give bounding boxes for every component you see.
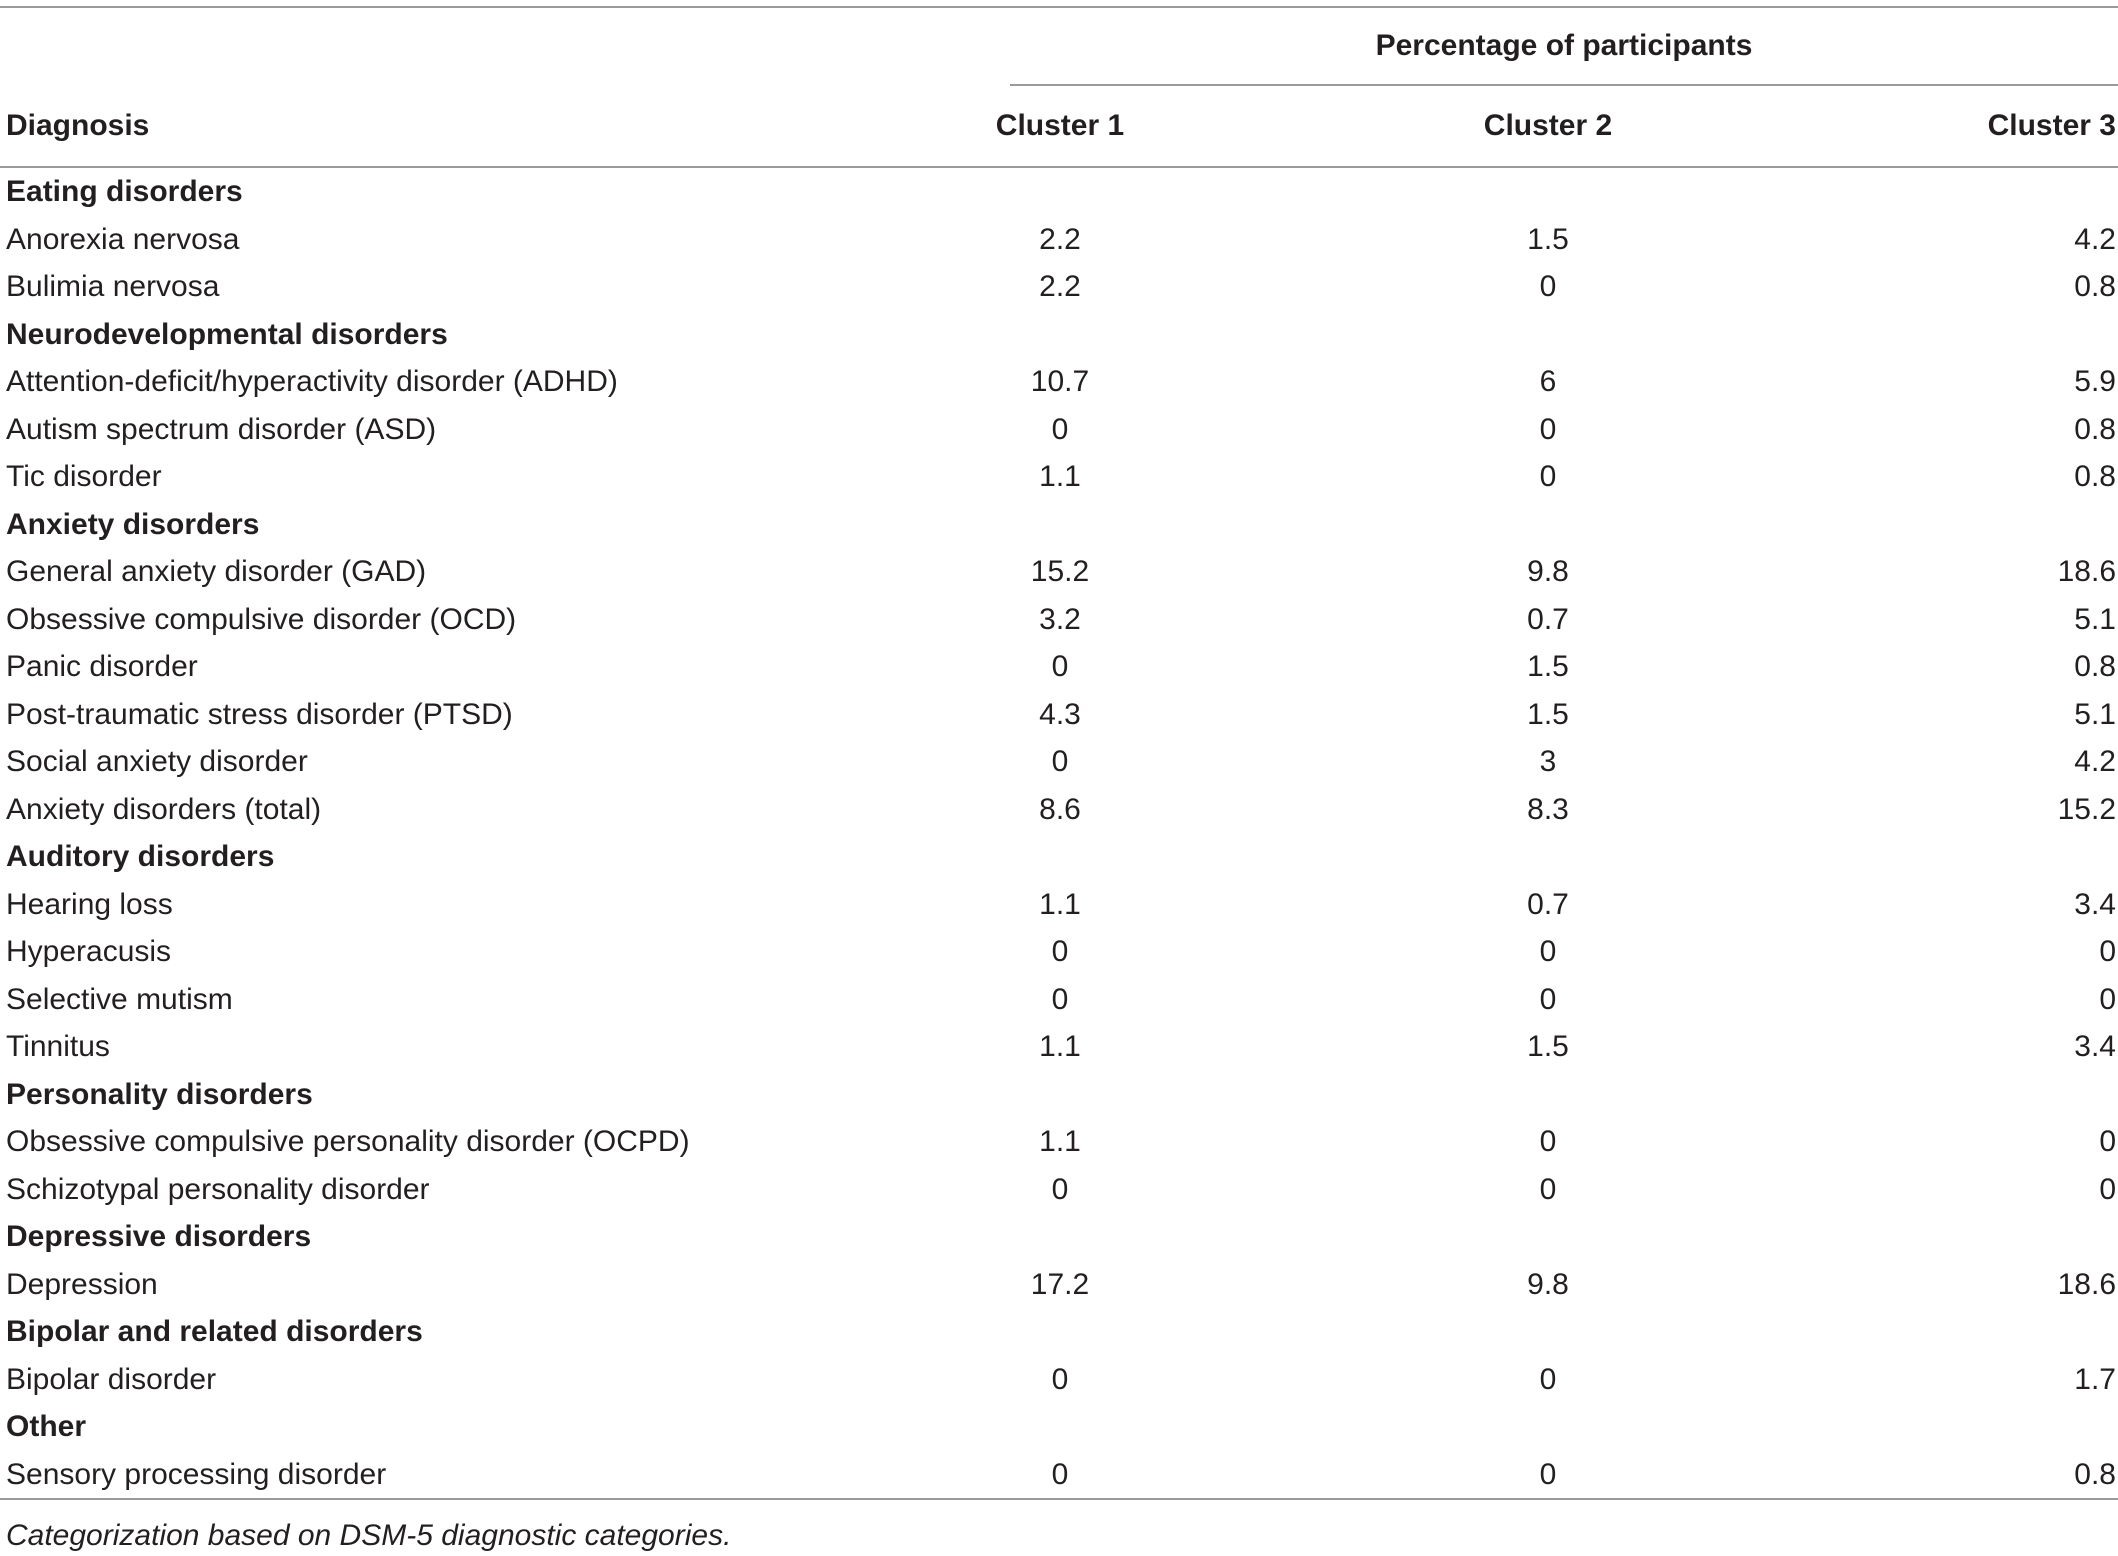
spacer-cell (1648, 453, 1918, 501)
table-row (0, 263, 2118, 311)
category-row (0, 1071, 2118, 1119)
cluster-3-value (1918, 501, 2118, 549)
cluster-1-value: 0 (1051, 745, 1069, 778)
spacer-cell (1648, 833, 1918, 881)
cluster-2-value: 1.5 (1527, 222, 1569, 256)
category-label: Depressive disorders (6, 1220, 312, 1253)
cluster-2-value (1448, 311, 1648, 359)
diagnosis-label: Schizotypal personality disorder (6, 1172, 430, 1206)
table-row (0, 1451, 2118, 1500)
table-row (0, 1166, 2118, 1214)
table-row (0, 928, 2118, 976)
cluster-2-value: 1.5 (1527, 650, 1569, 683)
table-row (0, 1118, 2118, 1166)
spacer-cell (1648, 881, 1918, 929)
spacer-cell (1160, 1403, 1448, 1451)
spacer-cell (1648, 1118, 1918, 1166)
cluster-1-value: 0 (1051, 412, 1069, 446)
spacer-cell (1160, 1213, 1448, 1261)
cluster-2-value: 0 (1539, 460, 1557, 493)
category-label: Other (6, 1410, 87, 1443)
table-row (0, 1023, 2118, 1071)
spacer-cell (1648, 1261, 1918, 1309)
diagnosis-label: Tic disorder (6, 460, 162, 493)
cluster-3-value: 5.1 (2074, 602, 2116, 636)
spacer-cell (1160, 928, 1448, 976)
cluster-1-value: 4.3 (1039, 697, 1081, 731)
cluster-3-value: 0.8 (2074, 270, 2116, 303)
cluster-3-value: 0.8 (2074, 650, 2116, 683)
spacer-cell (1160, 311, 1448, 359)
cluster-3-value: 1.7 (2074, 1362, 2116, 1396)
table-row (0, 976, 2118, 1024)
cluster-2-value: 0 (1539, 270, 1557, 303)
cluster-2-value (1448, 1308, 1648, 1356)
table-row (0, 358, 2118, 406)
category-label: Bipolar and related disorders (6, 1315, 423, 1348)
spacer-cell (1160, 738, 1448, 786)
spacer-cell (1648, 691, 1918, 739)
cluster-1-value: 0 (1051, 650, 1069, 683)
diagnosis-label: Autism spectrum disorder (ASD) (6, 412, 437, 446)
cluster-1-value: 0 (1051, 1362, 1069, 1396)
cluster-3-value: 0.8 (2074, 460, 2116, 493)
table-row (0, 738, 2118, 786)
category-row (0, 167, 2118, 216)
table-header (0, 7, 2118, 167)
cluster-2-value: 9.8 (1527, 555, 1569, 588)
category-label: Eating disorders (6, 175, 243, 208)
spacer-cell (1160, 1308, 1448, 1356)
diagnosis-label: Obsessive compulsive personality disorder (OCPD) (6, 1125, 690, 1158)
table-row (0, 216, 2118, 264)
cluster-1-value (960, 1308, 1160, 1356)
table-row (0, 548, 2118, 596)
cluster-2-value: 0 (1539, 1172, 1557, 1206)
cluster-2-value: 3 (1539, 745, 1557, 778)
table-row (0, 1261, 2118, 1309)
cluster-3-value (1918, 1403, 2118, 1451)
cluster-2-value (1448, 833, 1648, 881)
cluster-1-value (960, 1213, 1160, 1261)
cluster-2-value: 0 (1539, 1362, 1557, 1396)
diagnosis-label: Social anxiety disorder (6, 745, 308, 778)
diagnosis-label: Bulimia nervosa (6, 270, 220, 303)
table-row (0, 596, 2118, 644)
spacer-cell (1160, 833, 1448, 881)
spacer-cell (1648, 1403, 1918, 1451)
super-header-cell (960, 8, 2118, 86)
category-label: Anxiety disorders (6, 507, 260, 541)
cluster-1-value: 17.2 (1030, 1267, 1090, 1301)
cluster-1-value (960, 311, 1160, 359)
spacer-cell (1160, 786, 1448, 834)
spacer-cell (1648, 738, 1918, 786)
cluster-2-value (1448, 167, 1648, 216)
cluster-1-value: 10.7 (1030, 365, 1090, 398)
spacer-cell (1648, 216, 1918, 264)
cluster-1-value (960, 833, 1160, 881)
cluster-3-value: 3.4 (2074, 887, 2116, 921)
category-label: Personality disorders (6, 1077, 313, 1111)
diagnosis-label: Anxiety disorders (total) (6, 792, 322, 826)
cluster-1-value: 3.2 (1039, 602, 1081, 636)
cluster-3-value (1918, 1071, 2118, 1119)
diagnosis-label: Sensory processing disorder (6, 1457, 387, 1491)
category-row (0, 833, 2118, 881)
diagnosis-label: Anorexia nervosa (6, 222, 240, 256)
cluster-3-value: 0 (2099, 935, 2116, 968)
spacer-cell (1160, 596, 1448, 644)
table-body (0, 167, 2118, 1499)
spacer-cell (1160, 548, 1448, 596)
diagnosis-label: Tinnitus (6, 1030, 110, 1063)
spacer-cell (1160, 691, 1448, 739)
cluster-2-value: 0 (1539, 935, 1557, 968)
category-row (0, 1213, 2118, 1261)
cluster-2-value (1448, 501, 1648, 549)
cluster-2-value: 9.8 (1527, 1267, 1569, 1301)
cluster-3-value (1918, 1213, 2118, 1261)
cluster-2-value: 8.3 (1527, 792, 1569, 826)
column-header-spacer (1160, 86, 1448, 167)
cluster-1-value: 1.1 (1039, 460, 1081, 493)
spacer-cell (1160, 406, 1448, 454)
spacer-cell (1648, 311, 1918, 359)
table-row (0, 1356, 2118, 1404)
table-row (0, 691, 2118, 739)
diagnosis-label: Hearing loss (6, 887, 173, 921)
spacer-cell (1160, 358, 1448, 406)
cluster-1-value: 1.1 (1039, 1125, 1081, 1158)
diagnosis-table-container (0, 6, 2118, 1500)
diagnosis-label: Bipolar disorder (6, 1362, 217, 1396)
cluster-1-value: 1.1 (1039, 1030, 1081, 1063)
spacer-cell (1160, 167, 1448, 216)
category-row (0, 1403, 2118, 1451)
cluster-1-value: 0 (1051, 935, 1069, 968)
spacer-cell (1648, 976, 1918, 1024)
category-label: Neurodevelopmental disorders (6, 317, 448, 351)
spacer-cell (1160, 1023, 1448, 1071)
spacer-cell (1648, 643, 1918, 691)
cluster-3-value: 0.8 (2074, 1457, 2116, 1491)
cluster-1-value (960, 167, 1160, 216)
cluster-3-value: 4.2 (2074, 745, 2116, 778)
cluster-2-value: 0 (1539, 1125, 1557, 1158)
spacer-cell (1160, 1166, 1448, 1214)
cluster-2-value: 0 (1539, 412, 1557, 446)
spacer-cell (1160, 1071, 1448, 1119)
spacer-cell (1160, 1261, 1448, 1309)
diagnosis-label: Hyperacusis (6, 935, 172, 968)
cluster-3-value (1918, 833, 2118, 881)
cluster-1-value (960, 501, 1160, 549)
cluster-1-value: 15.2 (1030, 555, 1090, 588)
cluster-2-value (1448, 1071, 1648, 1119)
cluster-3-value: 18.6 (2057, 1267, 2116, 1301)
spacer-cell (1648, 1023, 1918, 1071)
spacer-cell (1648, 1356, 1918, 1404)
spacer-cell (1648, 548, 1918, 596)
cluster-2-value: 0.7 (1527, 602, 1569, 636)
category-row (0, 311, 2118, 359)
spacer-cell (1648, 596, 1918, 644)
cluster-1-value (960, 1071, 1160, 1119)
cluster-3-value: 18.6 (2057, 555, 2116, 588)
spacer-cell (1648, 167, 1918, 216)
cluster-3-value: 0 (2099, 1172, 2116, 1206)
cluster-1-value (960, 1403, 1160, 1451)
spacer-cell (1648, 406, 1918, 454)
table-row (0, 643, 2118, 691)
cluster-1-value: 0 (1051, 1172, 1069, 1206)
cluster-2-value: 1.5 (1527, 1030, 1569, 1063)
cluster-3-value: 15.2 (2057, 792, 2116, 826)
cluster-3-value (1918, 1308, 2118, 1356)
cluster-3-value: 3.4 (2074, 1030, 2116, 1063)
cluster-1-value: 8.6 (1039, 792, 1081, 826)
spacer-cell (1648, 263, 1918, 311)
cluster-1-value: 2.2 (1039, 270, 1081, 303)
spacer-cell (1160, 1118, 1448, 1166)
diagnosis-label: Selective mutism (6, 982, 233, 1016)
spacer-cell (1648, 1213, 1918, 1261)
cluster-1-value: 2.2 (1039, 222, 1081, 256)
spacer-cell (1648, 928, 1918, 976)
table-row (0, 453, 2118, 501)
spacer-cell (1648, 1451, 1918, 1500)
category-label: Auditory disorders (6, 840, 275, 873)
table-row (0, 406, 2118, 454)
spacer-cell (1160, 453, 1448, 501)
column-header-cluster-3: Cluster 3 (1987, 109, 2116, 142)
cluster-1-value: 1.1 (1039, 887, 1081, 921)
diagnosis-label: Panic disorder (6, 650, 198, 683)
diagnosis-label: General anxiety disorder (GAD) (6, 555, 427, 588)
column-header-row (0, 86, 2118, 167)
diagnosis-table (0, 6, 2118, 1500)
category-row (0, 1308, 2118, 1356)
cluster-3-value: 4.2 (2074, 222, 2116, 256)
spacer-cell (1648, 1308, 1918, 1356)
spacer-cell (1648, 1166, 1918, 1214)
cluster-3-value: 5.9 (2074, 365, 2116, 398)
cluster-1-value: 0 (1051, 1457, 1069, 1491)
category-row (0, 501, 2118, 549)
spacer-cell (1160, 501, 1448, 549)
spacer-cell (1648, 1071, 1918, 1119)
cluster-3-value (1918, 167, 2118, 216)
spacer-cell (1648, 786, 1918, 834)
cluster-2-value: 0.7 (1527, 887, 1569, 921)
super-header-label: Percentage of participants (1375, 29, 1753, 62)
diagnosis-label: Depression (6, 1267, 158, 1301)
cluster-2-value: 0 (1539, 982, 1557, 1016)
spacer-cell (1160, 1356, 1448, 1404)
cluster-3-value: 0 (2099, 982, 2116, 1016)
column-header-diagnosis: Diagnosis (6, 109, 150, 142)
table-row (0, 881, 2118, 929)
cluster-2-value: 1.5 (1527, 697, 1569, 731)
column-header-spacer (1648, 86, 1918, 167)
spacer-cell (1648, 501, 1918, 549)
cluster-3-value (1918, 311, 2118, 359)
spacer-cell (1160, 643, 1448, 691)
cluster-2-value (1448, 1403, 1648, 1451)
column-header-cluster-1: Cluster 1 (995, 109, 1125, 142)
cluster-3-value: 0.8 (2074, 412, 2116, 446)
spacer-cell (1160, 263, 1448, 311)
diagnosis-label: Attention-deficit/hyperactivity disorder (ADHD) (6, 365, 618, 398)
spacer-cell (1160, 1451, 1448, 1500)
table-footnote: Categorization based on DSM-5 diagnostic categories. (6, 1519, 732, 1552)
spacer-cell (1160, 976, 1448, 1024)
diagnosis-label: Obsessive compulsive disorder (OCD) (6, 602, 517, 636)
cluster-2-value (1448, 1213, 1648, 1261)
cluster-3-value: 0 (2099, 1125, 2116, 1158)
column-header-cluster-2: Cluster 2 (1483, 109, 1613, 142)
spacer-cell (1160, 216, 1448, 264)
diagnosis-label: Post-traumatic stress disorder (PTSD) (6, 697, 513, 731)
table-row (0, 786, 2118, 834)
super-header-row (0, 8, 2118, 86)
spacer-cell (1160, 881, 1448, 929)
cluster-3-value: 5.1 (2074, 697, 2116, 731)
cluster-1-value: 0 (1051, 982, 1069, 1016)
spacer-cell (1648, 358, 1918, 406)
cluster-2-value: 0 (1539, 1457, 1557, 1491)
cluster-2-value: 6 (1539, 365, 1557, 398)
super-header-spacer (0, 8, 960, 86)
